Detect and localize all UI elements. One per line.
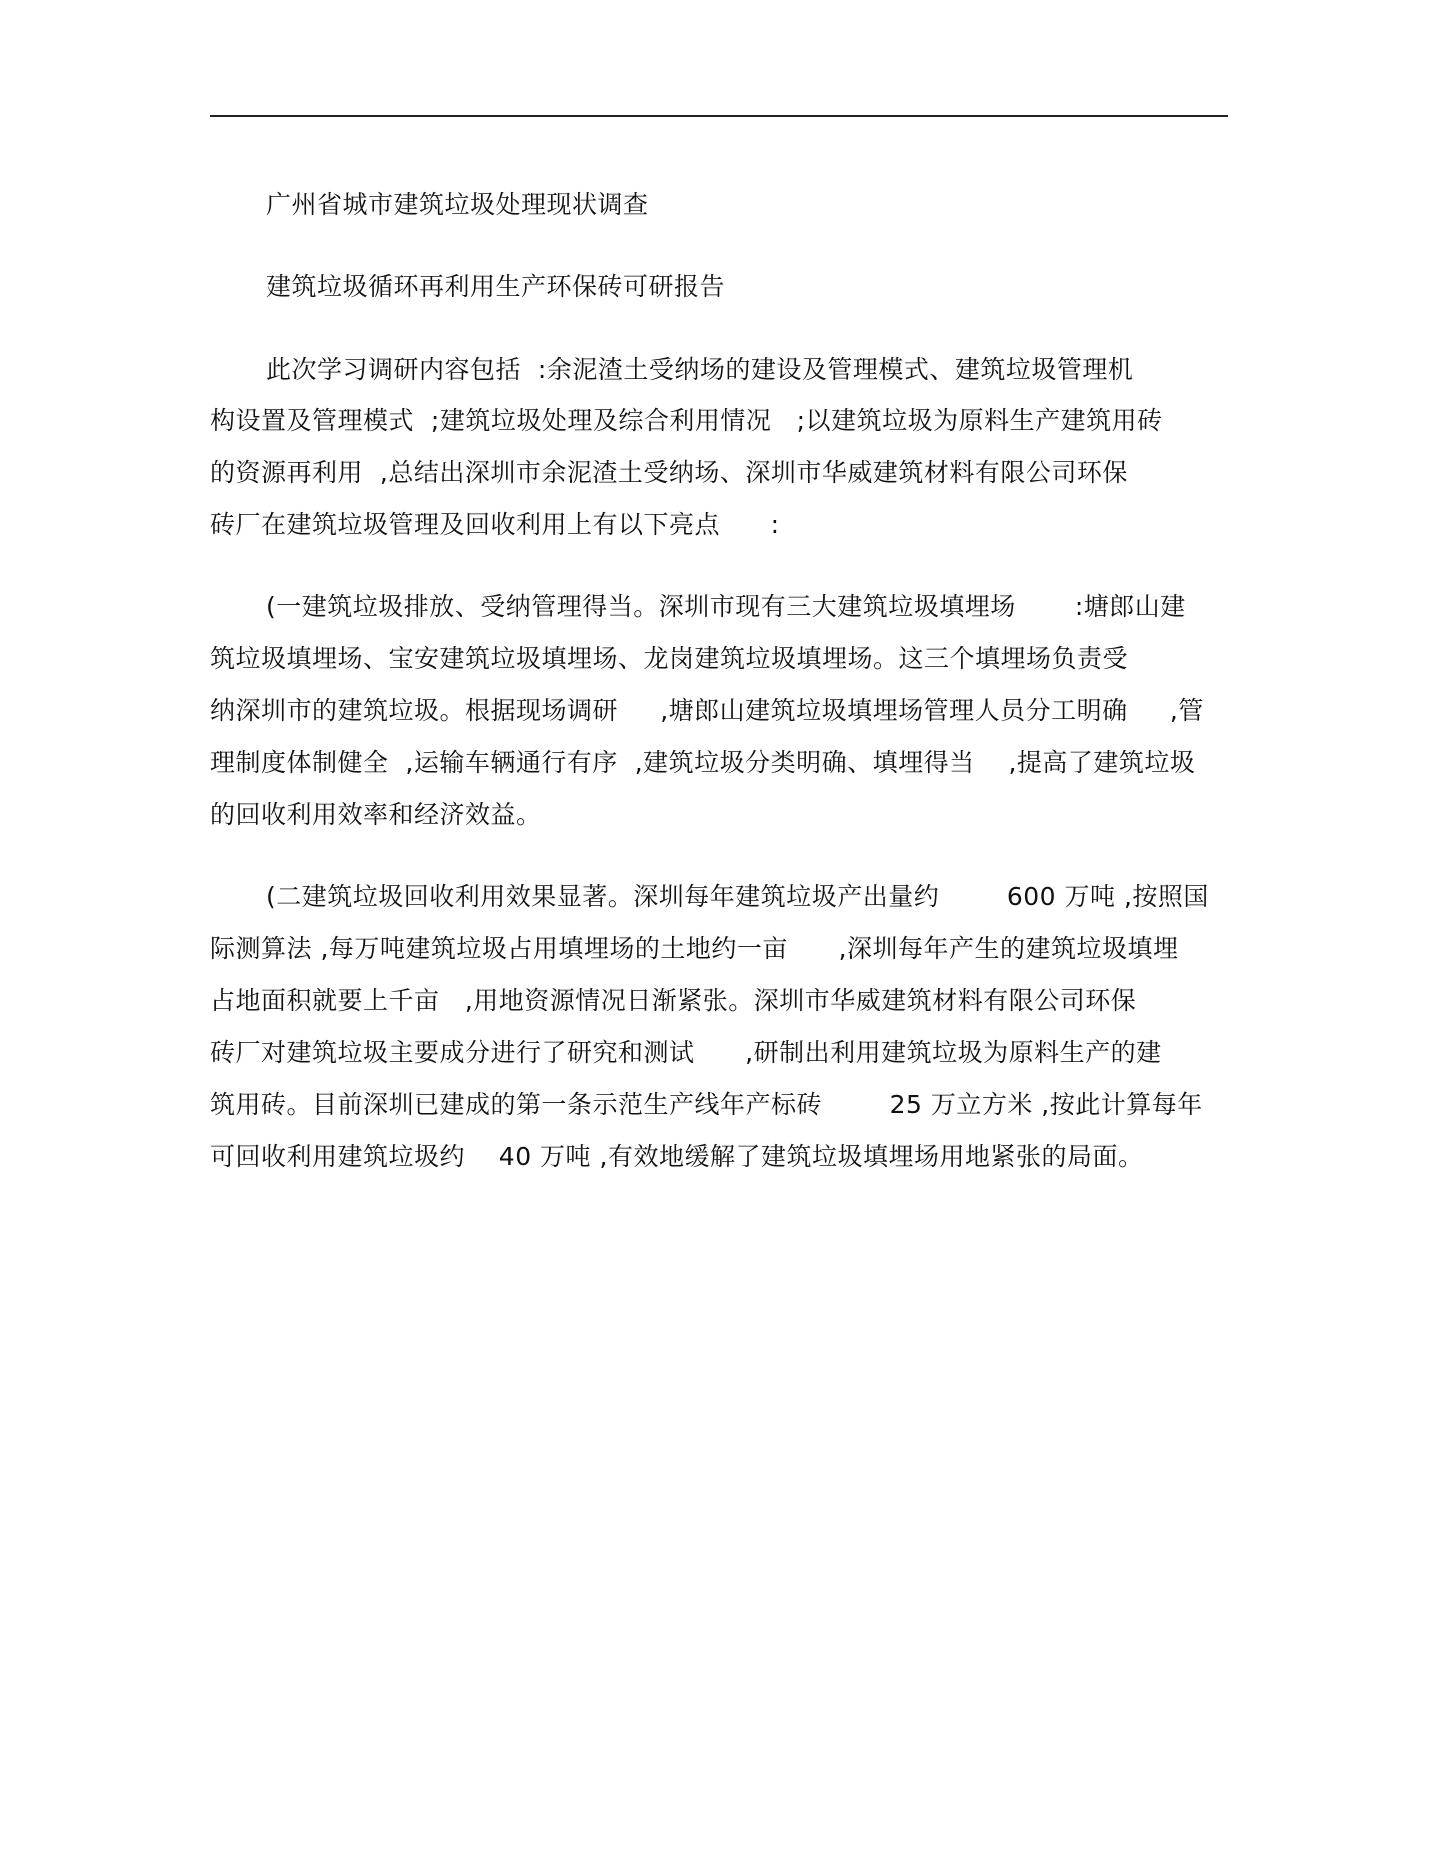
header-rule: [210, 115, 1228, 117]
paragraph-1-line-2: 构设置及管理模式 ;建筑垃圾处理及综合利用情况 ;以建筑垃圾为原料生产建筑用砖: [210, 406, 1163, 435]
document-subtitle: 建筑垃圾循环再利用生产环保砖可研报告: [266, 272, 726, 301]
paragraph-3-line-4: 砖厂对建筑垃圾主要成分进行了研究和测试 ,研制出利用建筑垃圾为原料生产的建: [210, 1038, 1162, 1067]
paragraph-3-line-1: (二建筑垃圾回收利用效果显著。深圳每年建筑垃圾产出量约 600 万吨 ,按照国: [266, 882, 1209, 911]
document-title: 广州省城市建筑垃圾处理现状调查: [266, 190, 649, 219]
paragraph-3-line-5: 筑用砖。目前深圳已建成的第一条示范生产线年产标砖 25 万立方米 ,按此计算每年: [210, 1090, 1203, 1119]
paragraph-2-line-1: (一建筑垃圾排放、受纳管理得当。深圳市现有三大建筑垃圾填埋场 :塘郎山建: [266, 592, 1186, 621]
paragraph-1-line-4: 砖厂在建筑垃圾管理及回收利用上有以下亮点 :: [210, 510, 780, 539]
paragraph-2-line-3: 纳深圳市的建筑垃圾。根据现场调研 ,塘郎山建筑垃圾填埋场管理人员分工明确 ,管: [210, 696, 1204, 725]
paragraph-2-line-2: 筑垃圾填埋场、宝安建筑垃圾填埋场、龙岗建筑垃圾填埋场。这三个填埋场负责受: [210, 644, 1129, 673]
paragraph-3-line-6: 可回收利用建筑垃圾约 40 万吨 ,有效地缓解了建筑垃圾填埋场用地紧张的局面。: [210, 1142, 1144, 1171]
paragraph-3-line-2: 际测算法 ,每万吨建筑垃圾占用填埋场的土地约一亩 ,深圳每年产生的建筑垃圾填埋: [210, 934, 1179, 963]
paragraph-1-line-1: 此次学习调研内容包括 :余泥渣土受纳场的建设及管理模式、建筑垃圾管理机: [266, 355, 1134, 384]
paragraph-2-line-5: 的回收利用效率和经济效益。: [210, 800, 542, 829]
paragraph-1-line-3: 的资源再利用 ,总结出深圳市余泥渣土受纳场、深圳市华威建筑材料有限公司环保: [210, 458, 1128, 487]
paragraph-3-line-3: 占地面积就要上千亩 ,用地资源情况日渐紧张。深圳市华威建筑材料有限公司环保: [210, 986, 1137, 1015]
paragraph-2-line-4: 理制度体制健全 ,运输车辆通行有序 ,建筑垃圾分类明确、填埋得当 ,提高了建筑垃圾: [210, 748, 1196, 777]
